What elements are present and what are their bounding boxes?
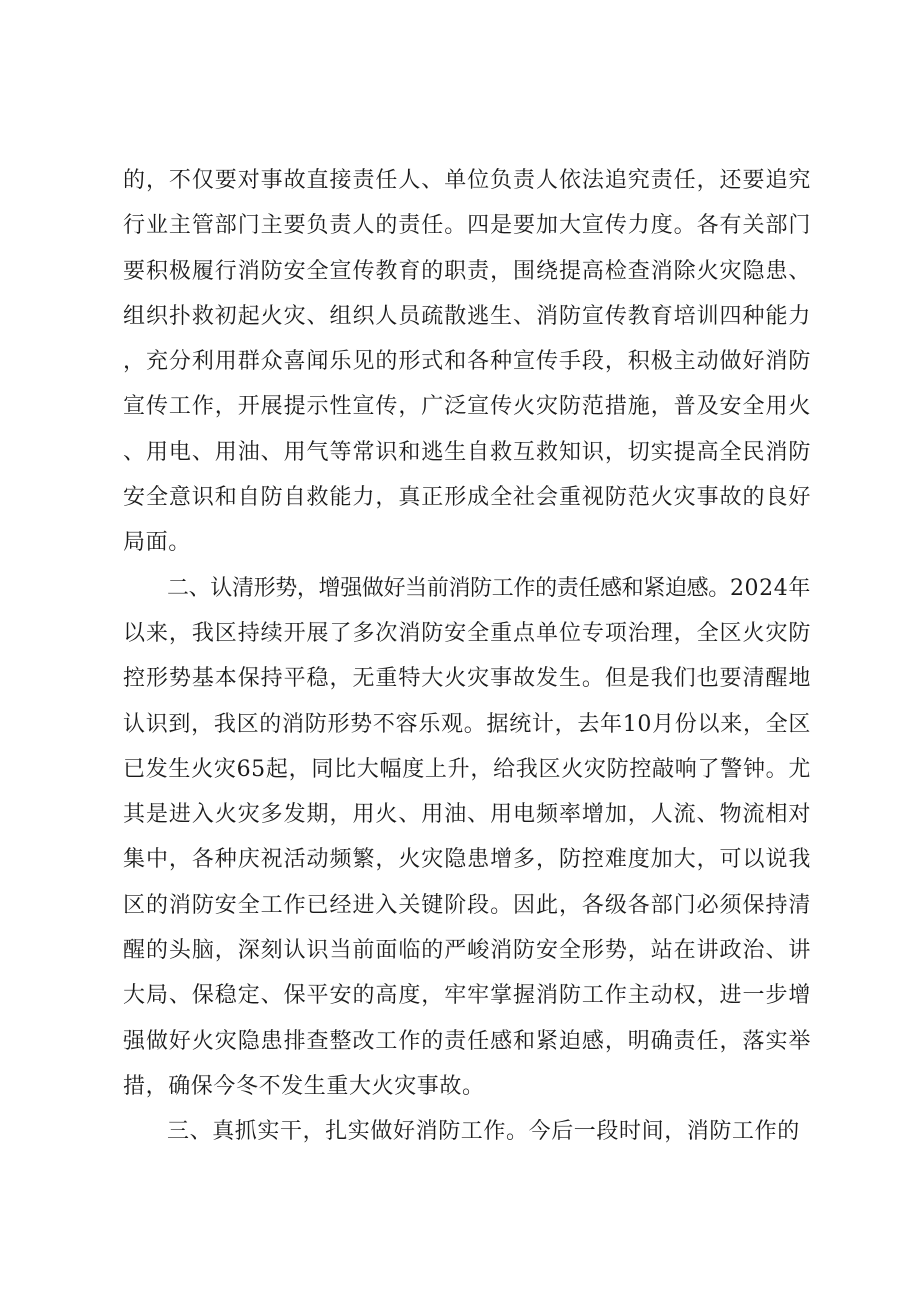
paragraph-text: 2024年以来，我区持续开展了多次消防安全重点单位专项治理，全区火灾防控形势基本保持平稳，无重特大火灾事故发生。但是我们也要清醒地认识到，我区的消防形势不容乐观。据统计，去年10月份以来，全区已发生火灾65起，同比大幅度上升，给我区火灾防控敲响了警钟。尤其是进入火灾多发期，用火、用油、用电频率增加，人流、物流相对集中，各种庆祝活动频繁，火灾隐患增多，防控难度加大，可以说我区的消防安全工作已经进入关键阶段。因此，各级各部门必须保持清醒的头脑，深刻认识当前面临的严峻消防安全形势，站在讲政治、讲大局、保稳定、保平安的高度，牢牢掌握消防工作主动权，进一步增强做好火灾隐患排查整改工作的责任感和紧迫感，明确责任，落实举措，确保今冬不发生重大火灾事故。	[123, 575, 811, 1099]
paragraph-text: 的，不仅要对事故直接责任人、单位负责人依法追究责任，还要追究行业主管部门主要负责人的责任。四是要加大宣传力度。各有关部门要积极履行消防安全宣传教育的职责，围绕提高检查消除火灾隐患、组织扑救初起火灾、组织人员疏散逃生、消防宣传教育培训四种能力，充分利用群众喜闻乐见的形式和各种宣传手段，积极主动做好消防宣传工作，开展提示性宣传，广泛宣传火灾防范措施，普及安全用火、用电、用油、用气等常识和逃生自救互救知识，切实提高全民消防安全意识和自防自救能力，真正形成全社会重视防范火灾事故的良好局面。	[123, 168, 811, 556]
paragraph-section-two	[123, 566, 811, 1110]
document-body	[123, 158, 811, 1155]
section-heading: 二、认清形势，增强做好当前消防工作的责任感和紧迫感。	[167, 575, 730, 601]
paragraph-section-three	[123, 1109, 811, 1154]
paragraph-text: 三、真抓实干，扎实做好消防工作。今后一段时间，消防工作的	[167, 1119, 800, 1145]
paragraph-continuation	[123, 158, 811, 566]
